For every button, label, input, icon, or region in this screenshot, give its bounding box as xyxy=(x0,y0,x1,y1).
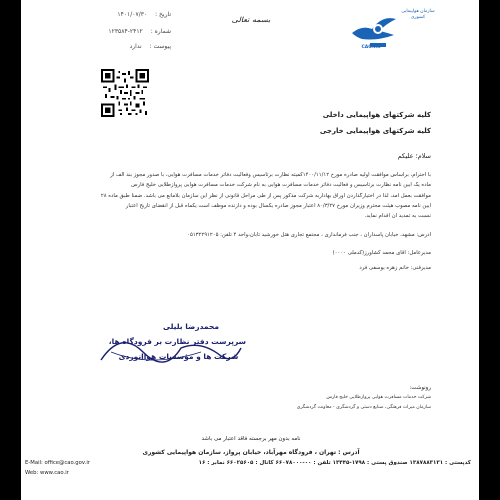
body-line-4: آیین نامه مصوب هیئت محترم وزیران مورخ ۸۰/۳/۲۷ اعتبار مجوز صادره یکسال بوده و دارنده موظف است یکماه قبل از انقضای تاریخ اعتبار xyxy=(125,203,431,209)
footer-address: آدرس : تهران ، فرودگاه مهرآباد، خیابان پرواز، سازمان هواپیمایی کشوری xyxy=(142,449,360,456)
logo-caption: CAO.IRI xyxy=(361,45,381,50)
recipient-domestic: کلیه شرکتهای هواپیمایی داخلی xyxy=(322,111,431,119)
body-line-2: ماده یک آیین نامه نظارت برتأسیس و فعالیت دفاتر خدمات مسافرت هوایی به نام شرکت خدمات مسافرت هوایی پروازطلایی خلیج فارس xyxy=(131,182,431,188)
signature-block xyxy=(81,312,251,382)
footer-contacts: کدپستی : ۱۳۸۷۸۸۳۱۳۱ صندوق پستی : ۱۷۹۸-۱۳۴۴۵ تلفن : ۰۰-۶۶۰۷۸۰۰۰ کانال : ۶۶۰۲۵۶۰۵ نمابر : ۱۶ xyxy=(198,460,471,466)
date-label: تاریخ : xyxy=(155,11,171,18)
org-name: سازمان هواپیمایی کشوری xyxy=(401,9,435,20)
footer-web: Web: www.cao.ir xyxy=(25,470,69,476)
footer-note: نامه بدون مهر برجسته فاقد اعتبار می باشد xyxy=(201,436,301,442)
date-value: ۱۴۰۱/۰۷/۳۰ xyxy=(117,11,148,18)
copy-item-2: سازمان میراث فرهنگی، صنایع دستی و گردشگری - معاونت گردشگری xyxy=(296,405,431,410)
footer-email: E-Mail: office@cao.gov.ir xyxy=(25,460,90,466)
recipient-foreign: کلیه شرکتهای هواپیمایی خارجی xyxy=(319,127,431,135)
attachment-label: پیوست : xyxy=(149,43,171,50)
number-row xyxy=(81,28,171,35)
qr-code xyxy=(101,69,149,117)
number-label: شماره : xyxy=(150,28,171,35)
copy-item-1: شرکت خدمات مسافرت هوایی پروازطلایی خلیج فارس xyxy=(326,395,431,400)
signatory-title-line2: شرکت ها و مؤسسات هواانوردی xyxy=(118,352,239,361)
company-technical-manager: مدیرفنی: خانم زهره یوسفی فرد xyxy=(359,265,431,271)
signatory-name: محمدرضا بلیلی xyxy=(163,322,219,331)
greeting: سلام؛ علیکم xyxy=(397,152,431,160)
body-line-3: موافقت بعمل آمد، لذا در اختیارگذاردن اوراق بهاداربه شرکت مذکور پس از طی مراحل قانونی از نظر این سازمان بلامانع می باشد. ضمناً طبق ماده ۲۸ xyxy=(101,193,431,199)
number-value: ۲۴۱۲-۱۲۳۵۸۴ xyxy=(108,28,143,35)
letter-page xyxy=(21,0,479,500)
date-row xyxy=(81,11,171,18)
bismillah-calligraphy: بسمه تعالی xyxy=(231,16,271,24)
copies-heading: رونوشت: xyxy=(409,385,431,391)
attachment-row xyxy=(81,43,171,50)
body-line-1: با احترام، براساس موافقت اولیه صادره مورخ ۱۴۰۰/۱۱/۱۲کمیته نظارت برتأسیس وفعالیت دفاتر خدمات مسافرت هوایی، با صدور مجوز بند الف از xyxy=(110,172,431,178)
company-address: آدرس: مشهد، خیابان پاسداران ، جنب فرمانداری ، مجتمع تجاری هتل خورشید تابان،واحد ۴ تلفن: ۰۵۱۳۲۲۹۱۲۰۵ xyxy=(187,232,431,238)
company-manager: مدیرعامل: آقای محمد کشاورز(کدملی ۰۰۰۰) xyxy=(332,250,431,256)
attachment-value: ندارد xyxy=(129,43,142,50)
signatory-title-line1: سرپرست دفتر نظارت بر فرودگاه ها، xyxy=(108,337,246,346)
body-line-5: نسبت به تمدید آن اقدام نماید. xyxy=(364,213,431,219)
